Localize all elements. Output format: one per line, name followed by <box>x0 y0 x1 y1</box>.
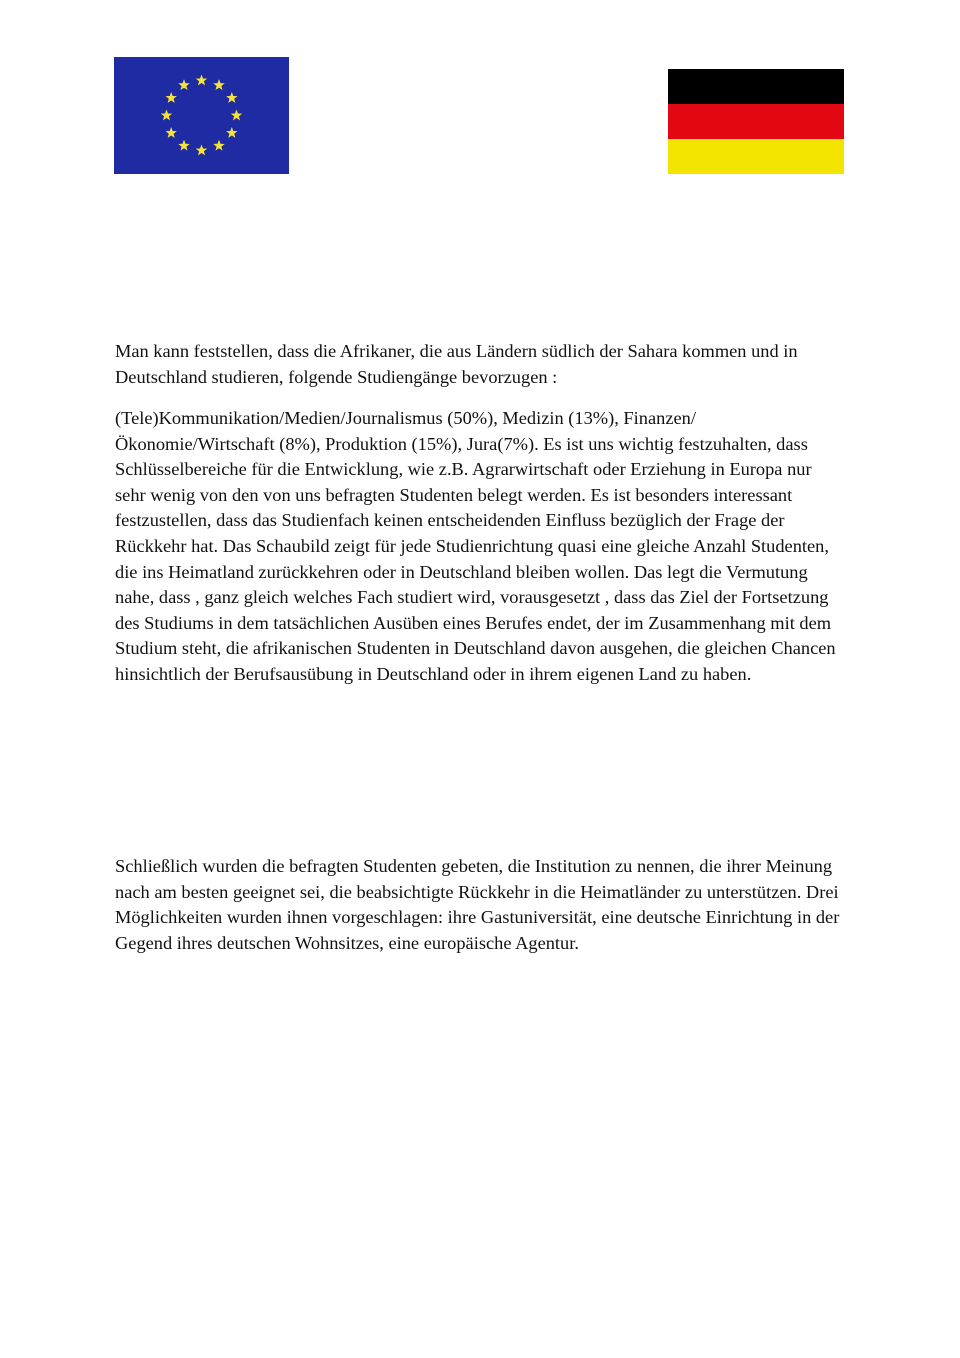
german-flag-icon <box>668 69 844 174</box>
paragraph-institution <box>115 854 845 956</box>
paragraph-text: (Tele)Kommunikation/Medien/Journalismus (50%), Medizin (13%), Finanzen/Ökonomie/Wirtschaft (8%), Produktion (15%), Jura(7%). Es ist uns wichtig festzuhalten, dass Schlüsselbereiche für die Entwicklung, wie z.B. Agrarwirtschaft oder Erziehung in Europa nur sehr wenig von den von uns befragten Studenten belegt werden. Es ist besonders interessant festzustellen, dass das Studienfach keinen entscheidenden Einfluss bezüglich der Frage der Rückkehr hat. Das Schaubild zeigt für jede Studienrichtung quasi eine gleiche Anzahl Studenten, die ins Heimatland zurückkehren oder in Deutschland bleiben wollen. Das legt die Vermutung nahe, dass , ganz gleich welches Fach studiert wird, vorausgesetzt , dass das Ziel der Fortsetzung des Studiums in dem tatsächlichen Ausüben eines Berufes endet, der im Zusammenhang mit dem Studium steht, die afrikanischen Studenten in Deutschland davon ausgehen, die gleichen Chancen hinsichtlich der Berufsausübung in Deutschland oder in ihrem eigenen Land zu haben. <box>115 408 836 684</box>
paragraph-intro <box>115 339 845 390</box>
paragraph-text: Schließlich wurden die befragten Studenten gebeten, die Institution zu nennen, die ihrer Meinung nach am besten geeignet sei, die beabsichtigte Rückkehr in die Heimatländer zu unterstützen. Drei Möglichkeiten wurden ihnen vorgeschlagen: ihre Gastuniversität, eine deutsche Einrichtung in der Gegend ihres deutschen Wohnsitzes, eine europäische Agentur. <box>115 856 840 953</box>
german-flag-red-stripe <box>668 104 844 139</box>
eu-flag-icon <box>114 57 289 174</box>
paragraph-study-fields <box>115 406 845 688</box>
german-flag-gold-stripe <box>668 139 844 174</box>
german-flag-black-stripe <box>668 69 844 104</box>
paragraph-text: Man kann feststellen, dass die Afrikaner, die aus Ländern südlich der Sahara kommen und in Deutschland studieren, folgende Studiengänge bevorzugen : <box>115 341 798 387</box>
